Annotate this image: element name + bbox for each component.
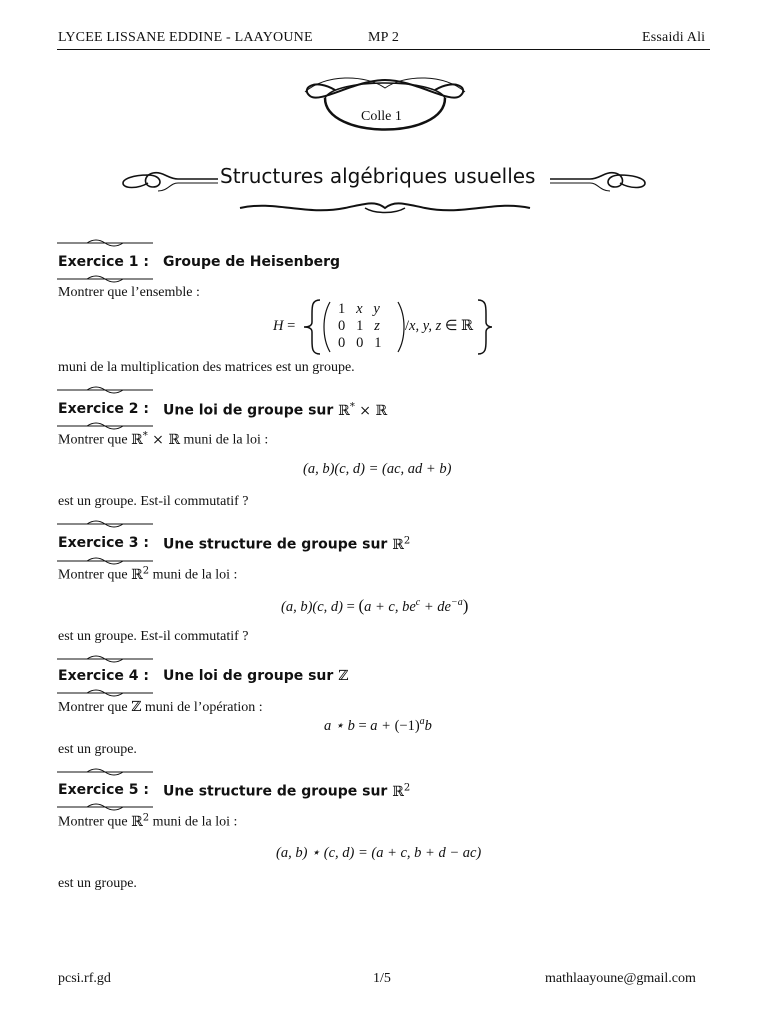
- exercise-2-subtitle-line: [163, 401, 387, 419]
- exercise-4-intro: Montrer que ℤ muni de l’opération :: [58, 699, 263, 715]
- exercise-5-formula: (a, b) ⋆ (c, d) = (a + c, b + d − ac): [276, 845, 482, 861]
- exercise-3-label: Exercice 3 :: [58, 535, 149, 551]
- exercise-4-subtitle: Une loi de groupe sur: [163, 668, 334, 684]
- footer-page-number: 1/5: [373, 971, 391, 986]
- exercise-5-subtitle: Une structure de groupe sur: [163, 783, 388, 800]
- footer-email: mathlaayoune@gmail.com: [545, 971, 696, 986]
- exercise-2-outro: est un groupe. Est-il commutatif ?: [58, 494, 249, 509]
- exercise-3-intro: Montrer que ℝ$^2$ muni de la loi :: [58, 565, 238, 583]
- header-school: LYCEE LISSANE EDDINE - LAAYOUNE: [58, 30, 313, 45]
- title-left-scroll: [118, 165, 220, 195]
- exercise-1-top-rule: [57, 239, 153, 247]
- exercise-4-intro-a: Montrer que: [58, 700, 128, 715]
- exercise-3-subtitle: Une structure de groupe sur: [163, 536, 388, 553]
- header-class: MP 2: [368, 30, 400, 45]
- exercise-2-set: ℝ* × ℝ: [338, 401, 388, 419]
- exercise-3-intro-b: muni de la loi :: [152, 567, 238, 583]
- exercise-5-bottom-rule: [57, 803, 153, 811]
- exercise-3-outro: est un groupe. Est-il commutatif ?: [58, 629, 249, 644]
- exercise-3-intro-a: Montrer que: [58, 567, 128, 583]
- exercise-3-top-rule: [57, 520, 153, 528]
- header-rule: [57, 49, 710, 50]
- colle-label: Colle 1: [361, 109, 402, 124]
- exercise-1-label: Exercice 1 :: [58, 254, 149, 270]
- exercise-5-intro-b: muni de la loi :: [152, 814, 238, 830]
- exercise-5-outro: est un groupe.: [58, 876, 137, 891]
- exercise-1-subtitle: Groupe de Heisenberg: [163, 254, 341, 270]
- exercise-1-outro: muni de la multiplication des matrices est un groupe.: [58, 360, 355, 375]
- exercise-2-intro-b: muni de la loi :: [183, 432, 269, 448]
- exercise-5-intro: Montrer que ℝ$^2$ muni de la loi :: [58, 812, 238, 830]
- heisenberg-matrix: 1 x y 0 1 z 0 0 1: [338, 301, 382, 351]
- exercise-4-label: Exercice 4 :: [58, 668, 149, 684]
- exercise-3-formula: (a, b)(c, d) = (a + c, $be^c + de^{-a}$): [281, 596, 469, 615]
- exercise-2-intro-a: Montrer que: [58, 432, 128, 448]
- footer-site: pcsi.rf.gd: [58, 971, 111, 986]
- exercise-3-bottom-rule: [57, 557, 153, 565]
- exercise-4-intro-b: muni de l’opération :: [144, 700, 263, 715]
- title-right-scroll: [548, 165, 650, 195]
- exercise-4-outro: est un groupe.: [58, 742, 137, 757]
- exercise-2-top-rule: [57, 386, 153, 394]
- exercise-4-formula: a ⋆ $b = a + (-1)^ab$: [324, 716, 432, 734]
- exercise-4-subtitle-line: Une loi de groupe sur ℤ: [163, 668, 349, 684]
- page-title: Structures algébriques usuelles: [220, 164, 536, 188]
- exercise-1-intro: Montrer que l’ensemble :: [58, 285, 200, 300]
- exercise-3-subtitle-line: Une structure de groupe sur ℝ$^2$: [163, 535, 411, 553]
- exercise-4-bottom-rule: [57, 689, 153, 697]
- header-author: Essaidi Ali: [642, 30, 706, 45]
- exercise-2-subtitle: Une loi de groupe sur: [163, 402, 334, 419]
- exercise-2-bottom-rule: [57, 422, 153, 430]
- heisenberg-condition: /x, y, z ∈ ℝ: [405, 318, 474, 334]
- heisenberg-h-equals: H =: [273, 318, 296, 334]
- exercise-2-formula: (a, b)(c, d) = (ac, ad + b): [303, 461, 452, 477]
- exercise-2-label: Exercice 2 :: [58, 401, 149, 417]
- exercise-5-label: Exercice 5 :: [58, 782, 149, 798]
- title-under-ornament: [235, 198, 535, 218]
- exercise-5-subtitle-line: Une structure de groupe sur ℝ$^2$: [163, 782, 411, 800]
- exercise-4-top-rule: [57, 655, 153, 663]
- exercise-5-intro-a: Montrer que: [58, 814, 128, 830]
- exercise-2-intro: Montrer que ℝ* × ℝ muni de la loi :: [58, 430, 269, 448]
- exercise-1-bottom-rule: [57, 275, 153, 283]
- exercise-5-top-rule: [57, 768, 153, 776]
